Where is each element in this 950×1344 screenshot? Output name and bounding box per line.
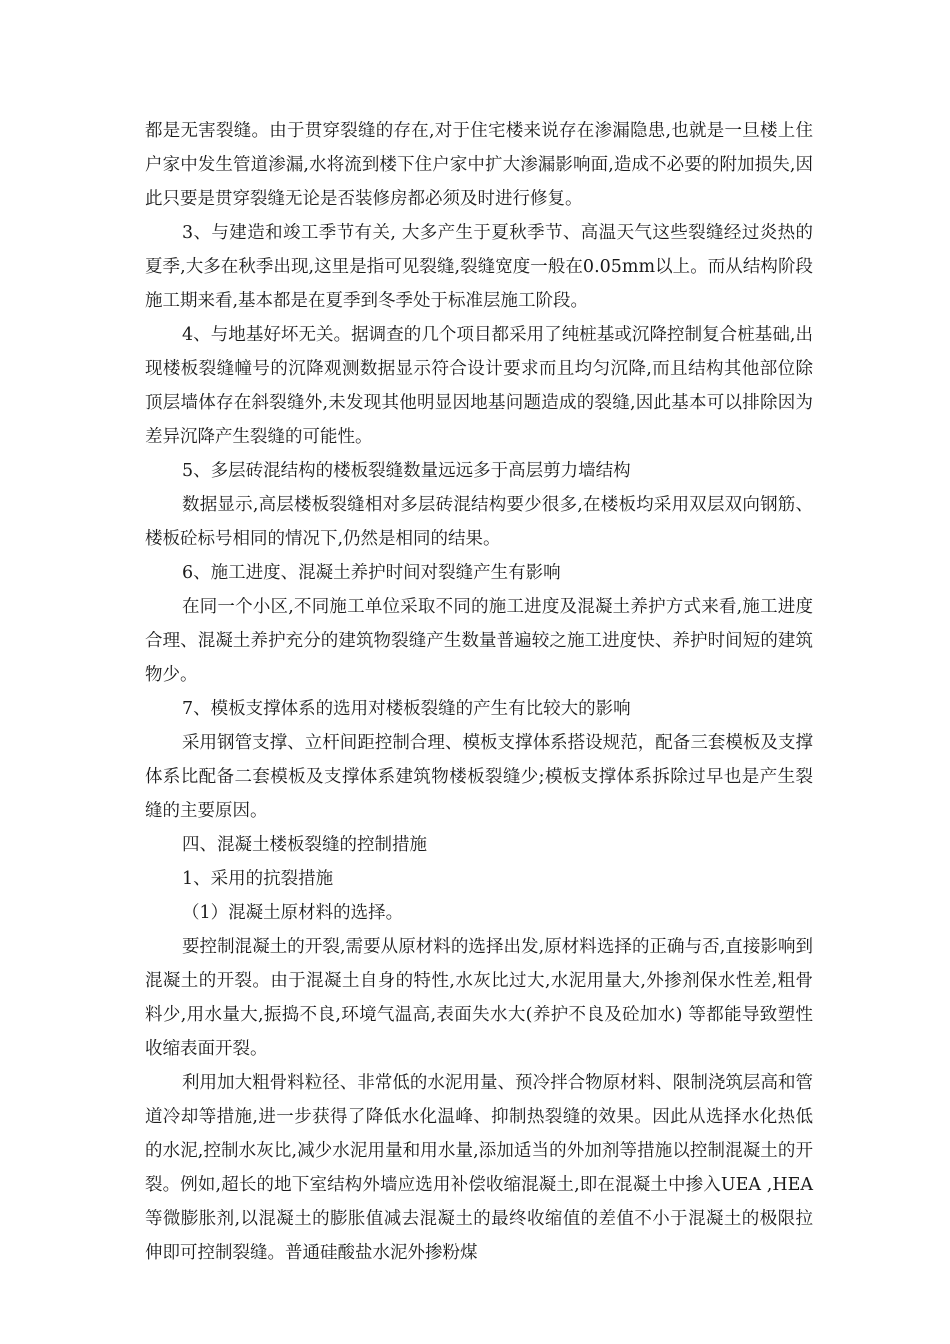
heading-item-7: 7、模板支撑体系的选用对楼板裂缝的产生有比较大的影响 [182,699,631,719]
subheading-anti-crack-measures: 1、采用的抗裂措施 [182,869,334,889]
subheading-raw-material-selection: （1）混凝土原材料的选择。 [182,903,404,923]
section-heading-control-measures: 四、混凝土楼板裂缝的控制措施 [182,835,427,855]
paragraph-item-5-body: 数据显示,高层楼板裂缝相对多层砖混结构要少很多,在楼板均采用双层双向钢筋、楼板砼标号相同的情况下,仍然是相同的结果。 [145,495,813,549]
paragraph-item-4: 4、与地基好坏无关。据调查的几个项目都采用了纯桩基或沉降控制复合桩基础,出现楼板裂缝幢号的沉降观测数据显示符合设计要求而且均匀沉降,而且结构其他部位除顶层墙体存在斜裂缝外,未发现其他明显因地基问题造成的裂缝,因此基本可以排除因为差异沉降产生裂缝的可能性。 [145,325,813,447]
heading-item-5: 5、多层砖混结构的楼板裂缝数量远远多于高层剪力墙结构 [182,461,631,481]
paragraph-continuation: 都是无害裂缝。由于贯穿裂缝的存在,对于住宅楼来说存在渗漏隐患,也就是一旦楼上住户家中发生管道渗漏,水将流到楼下住户家中扩大渗漏影响面,造成不必要的附加损失,因此只要是贯穿裂缝无论是否装修房都必须及时进行修复。 [145,121,813,209]
paragraph-item-3: 3、与建造和竣工季节有关, 大多产生于夏秋季节、高温天气这些裂缝经过炎热的夏季,大多在秋季出现,这里是指可见裂缝,裂缝宽度一般在0.05mm以上。而从结构阶段施工期来看,基本都是在夏季到冬季处于标准层施工阶段。 [145,223,813,311]
paragraph-item-7-body: 采用钢管支撑、立杆间距控制合理、模板支撑体系搭设规范，配备三套模板及支撑体系比配备二套模板及支撑体系建筑物楼板裂缝少;模板支撑体系拆除过早也是产生裂缝的主要原因。 [145,733,813,821]
heading-item-6: 6、施工进度、混凝土养护时间对裂缝产生有影响 [182,563,561,583]
document-body [145,114,819,1270]
paragraph-raw-material-body: 要控制混凝土的开裂,需要从原材料的选择出发,原材料选择的正确与否,直接影响到混凝土的开裂。由于混凝土自身的特性,水灰比过大,水泥用量大,外掺剂保水性差,粗骨料少,用水量大,振捣不良,环境气温高,表面失水大(养护不良及砼加水) 等都能导致塑性收缩表面开裂。 [145,937,813,1059]
paragraph-item-6-body: 在同一个小区,不同施工单位采取不同的施工进度及混凝土养护方式来看,施工进度合理、混凝土养护充分的建筑物裂缝产生数量普遍较之施工进度快、养护时间短的建筑物少。 [145,597,813,685]
paragraph-measures-body: 利用加大粗骨料粒径、非常低的水泥用量、预冷拌合物原材料、限制浇筑层高和管道冷却等措施,进一步获得了降低水化温峰、抑制热裂缝的效果。因此从选择水化热低的水泥,控制水灰比,减少水泥用量和用水量,添加适当的外加剂等措施以控制混凝土的开裂。例如,超长的地下室结构外墙应选用补偿收缩混凝土,即在混凝土中掺入UEA ,HEA 等微膨胀剂,以混凝土的膨胀值减去混凝土的最终收缩值的差值不小于混凝土的极限拉伸即可控制裂缝。普通硅酸盐水泥外掺粉煤 [145,1073,819,1263]
